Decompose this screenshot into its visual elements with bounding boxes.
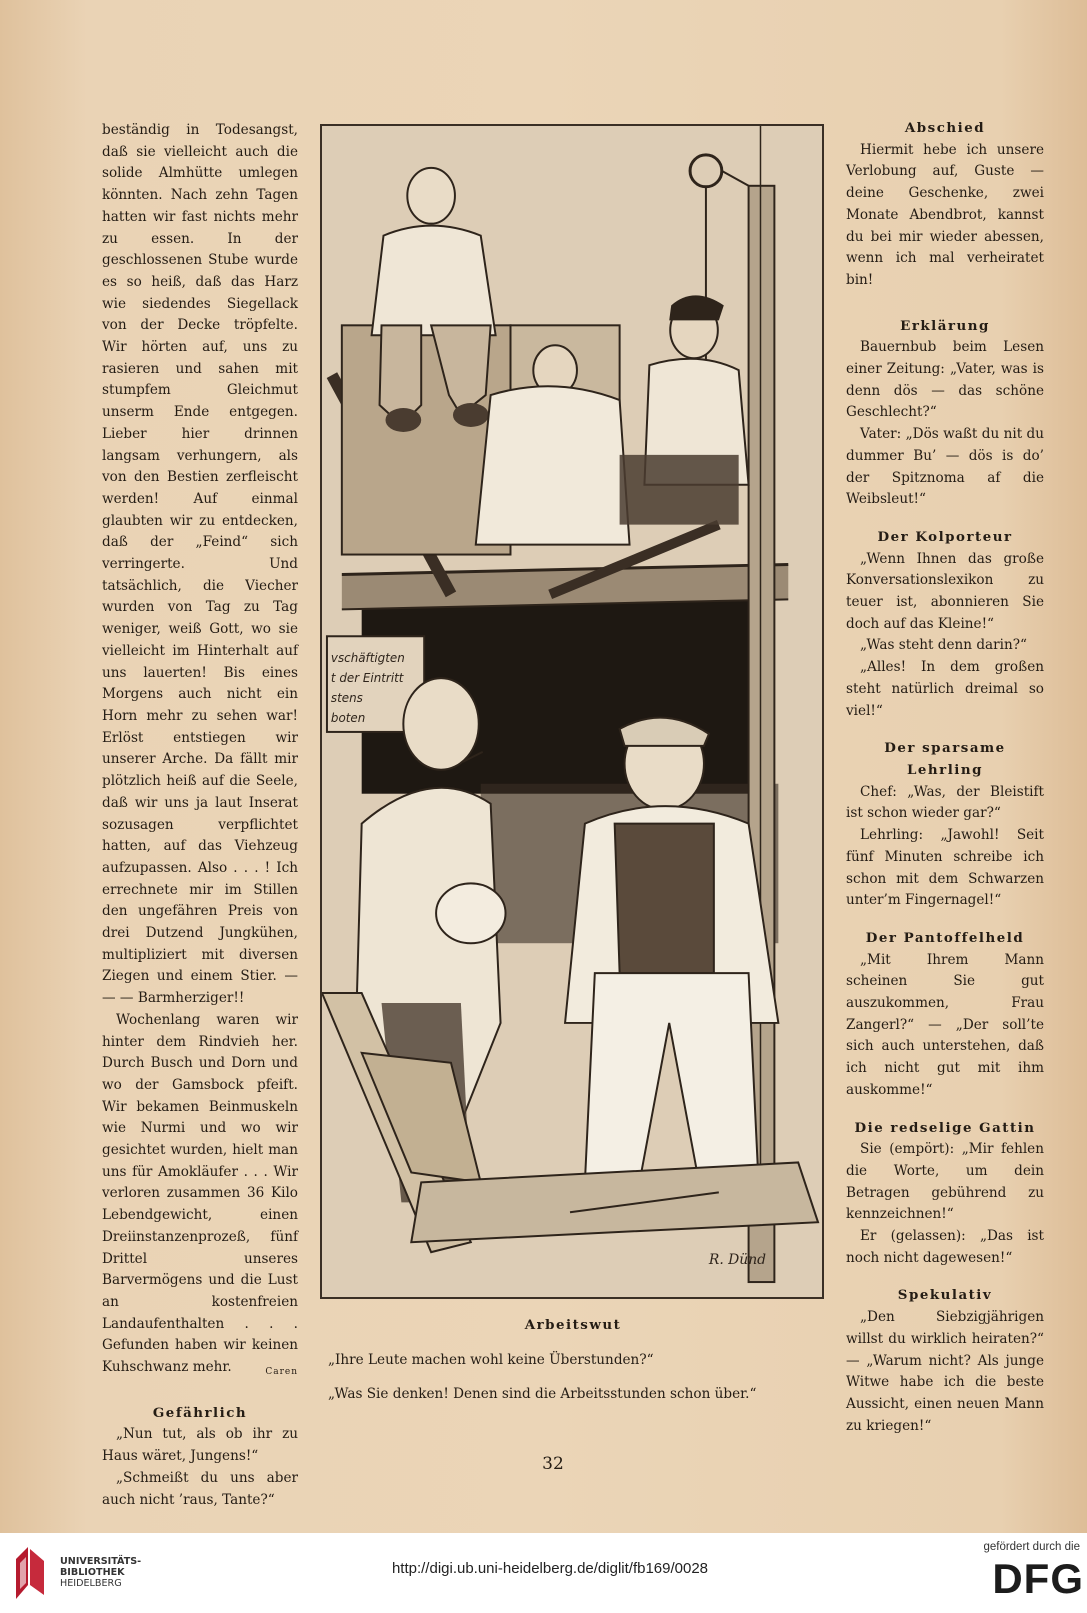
page-number: 32 xyxy=(542,1454,564,1474)
institution-line-1: UNIVERSITÄTS- xyxy=(60,1556,142,1567)
artist-signature: R. Dünd xyxy=(708,1252,767,1269)
right-text-column xyxy=(846,118,1044,1437)
caption-title: Arbeitswut xyxy=(524,1317,622,1333)
joke-line-2: „Schmeißt du uns aber auch nicht ’raus, Tante?“ xyxy=(102,1469,298,1508)
spacer xyxy=(846,722,1044,738)
caption-line-1: „Ihre Leute machen wohl keine Überstunden?“ xyxy=(328,1351,654,1368)
left-text-column xyxy=(102,120,298,1511)
institution-line-3: HEIDELBERG xyxy=(60,1578,122,1589)
joke-title-pantoffelheld: Der Pantoffelheld xyxy=(865,929,1025,946)
joke-erklaerung-1: Bauernbub beim Lesen einer Zeitung: „Vater, was is denn dös — das schöne Geschlecht?“ xyxy=(846,339,1044,421)
source-url-link[interactable]: http://digi.ub.uni-heidelberg.de/diglit/fb169/0028 xyxy=(391,1560,709,1577)
spacer xyxy=(846,511,1044,527)
joke-gattin-1: Sie (empört): „Mir fehlen die Worte, um dein Betragen gebührend zu kennzeichnen!“ xyxy=(846,1141,1044,1223)
joke-title-lehrling: Der sparsame Lehrling xyxy=(884,740,1006,778)
story-paragraph-2-text: Wochenlang waren wir hinter dem Rindvieh her. Durch Busch und Dorn und wo der Gamsbock pfeift. Wir bekamen Beinmuskeln wie Nurmi und wo wir gesichtet wurden, hielt man uns für Amokläufer . . . Wir verloren zusammen 36 Kilo Lebendgewicht, einen Dreiinstanzenprozeß, fünf Drittel unseres Barvermögens und die Lust an kostenfreien Landaufenthalten . . . Gefunden haben wir keinen Kuhschwanz mehr. xyxy=(102,1011,298,1376)
joke-title-abschied: Abschied xyxy=(904,120,986,136)
university-library-logo-icon xyxy=(14,1545,46,1601)
story-author: Caren xyxy=(265,1367,298,1378)
joke-title-gefaehrlich: Gefährlich xyxy=(152,1404,248,1421)
joke-kolporteur-2: „Was steht denn darin?“ xyxy=(860,637,1027,654)
joke-title-erklaerung: Erklärung xyxy=(900,317,990,334)
spacer xyxy=(846,912,1044,928)
joke-erklaerung-2: Vater: „Dös waßt du nit du dummer Bu’ — dös is do’ der Spitznoma af die Weibsleut!“ xyxy=(846,426,1044,508)
joke-kolporteur-3: „Alles! In dem großen steht natürlich dreimal so viel!“ xyxy=(846,659,1044,719)
spacer xyxy=(846,1269,1044,1285)
dfg-logo: DFG xyxy=(992,1555,1084,1602)
sign-line-4: boten xyxy=(330,710,366,725)
joke-title-kolporteur: Der Kolporteur xyxy=(877,528,1013,545)
joke-lehrling-1: Chef: „Was, der Bleistift ist schon wieder gar?“ xyxy=(846,783,1044,822)
spacer xyxy=(846,1102,1044,1118)
sign-line-3: stens xyxy=(330,691,363,706)
joke-spekulativ-1: „Den Siebzigjährigen willst du wirklich heiraten?“ — „Warum nicht? Als junge Witwe habe ich die beste Aussicht, einen neuen Mann zu kriegen!“ xyxy=(846,1309,1044,1434)
joke-kolporteur-1: „Wenn Ihnen das große Konversationslexikon zu teuer ist, abonnieren Sie doch auf das Kleine!“ xyxy=(846,550,1044,632)
caption-line-2: „Was Sie denken! Denen sind die Arbeitsstunden schon über.“ xyxy=(328,1386,757,1403)
cartoon-drawing xyxy=(322,126,822,1297)
sign-line-1: vschäftigten xyxy=(330,651,405,666)
joke-title-spekulativ: Spekulativ xyxy=(897,1287,993,1304)
joke-gattin-2: Er (gelassen): „Das ist noch nicht dagewesen!“ xyxy=(846,1228,1044,1266)
institution-line-2: BIBLIOTHEK xyxy=(60,1567,125,1578)
joke-line-1: „Nun tut, als ob ihr zu Haus wäret, Jungens!“ xyxy=(102,1426,298,1465)
funding-note: gefördert durch die xyxy=(983,1541,1080,1553)
joke-abschied-text: Hiermit hebe ich unsere Verlobung auf, Guste — deine Geschenke, zwei Monate Abendbrot, kannst du bei mir wieder abessen, wenn ich mal verheiratet bin! xyxy=(846,141,1044,288)
story-paragraph-1: beständig in Todesangst, daß sie vielleicht auch die solide Almhütte umlegen könnten. Nach zehn Tagen hatten wir fast nichts mehr zu essen. In der geschlossenen Stube wurde es so heiß, daß das Harz wie siedendes Siegellack von der Decke tröpfelte. Wir hörten auf, uns zu rasieren und sahen mit stumpfem Gleichmut unserm Ende entgegen. Lieber hier drinnen langsam verhungern, als von den Bestien zerfleischt werden! Auf einmal glaubten wir zu entdecken, daß der „Feind“ sich verringerte. Und tatsächlich, die Viecher wurden von Tag zu Tag weniger, weiß Gott, wo sie vielleicht im Hinterhalt auf uns lauerten! Bis eines Morgens auch nicht ein Horn mehr zu sehen war! Erlöst entstiegen wir unserer Arche. Da fällt mir plötzlich heiß auf die Seele, daß wir uns ja laut Inserat sozusagen verpflichtet hatten, auf das Viehzeug aufzupassen. Also . . . ! Ich errechnete mir im Stillen den ungefähren Preis von drei Dutzend Jungkühen, multipliziert mit diversen Ziegen und einem Stier. — — — Barmherziger!! xyxy=(102,122,298,1007)
sign-line-2: t der Eintritt xyxy=(330,671,404,686)
joke-lehrling-2: Lehrling: „Jawohl! Seit fünf Minuten schreibe ich schon mit dem Schwarzen unter’m Fingernagel!“ xyxy=(846,827,1044,909)
story-paragraph-2 xyxy=(102,1010,298,1379)
joke-title-gattin: Die redselige Gattin xyxy=(854,1119,1036,1136)
cartoon-illustration xyxy=(320,124,824,1299)
cartoon-caption xyxy=(328,1315,818,1419)
joke-pantoffelheld-1: „Mit Ihrem Mann scheinen Sie gut auszukommen, Frau Zangerl?“ — „Der soll’te sich auch unterstehen, daß ich nicht gut mit ihm auskomme!“ xyxy=(846,951,1044,1098)
institution-name xyxy=(60,1556,141,1589)
spacer xyxy=(846,292,1044,316)
